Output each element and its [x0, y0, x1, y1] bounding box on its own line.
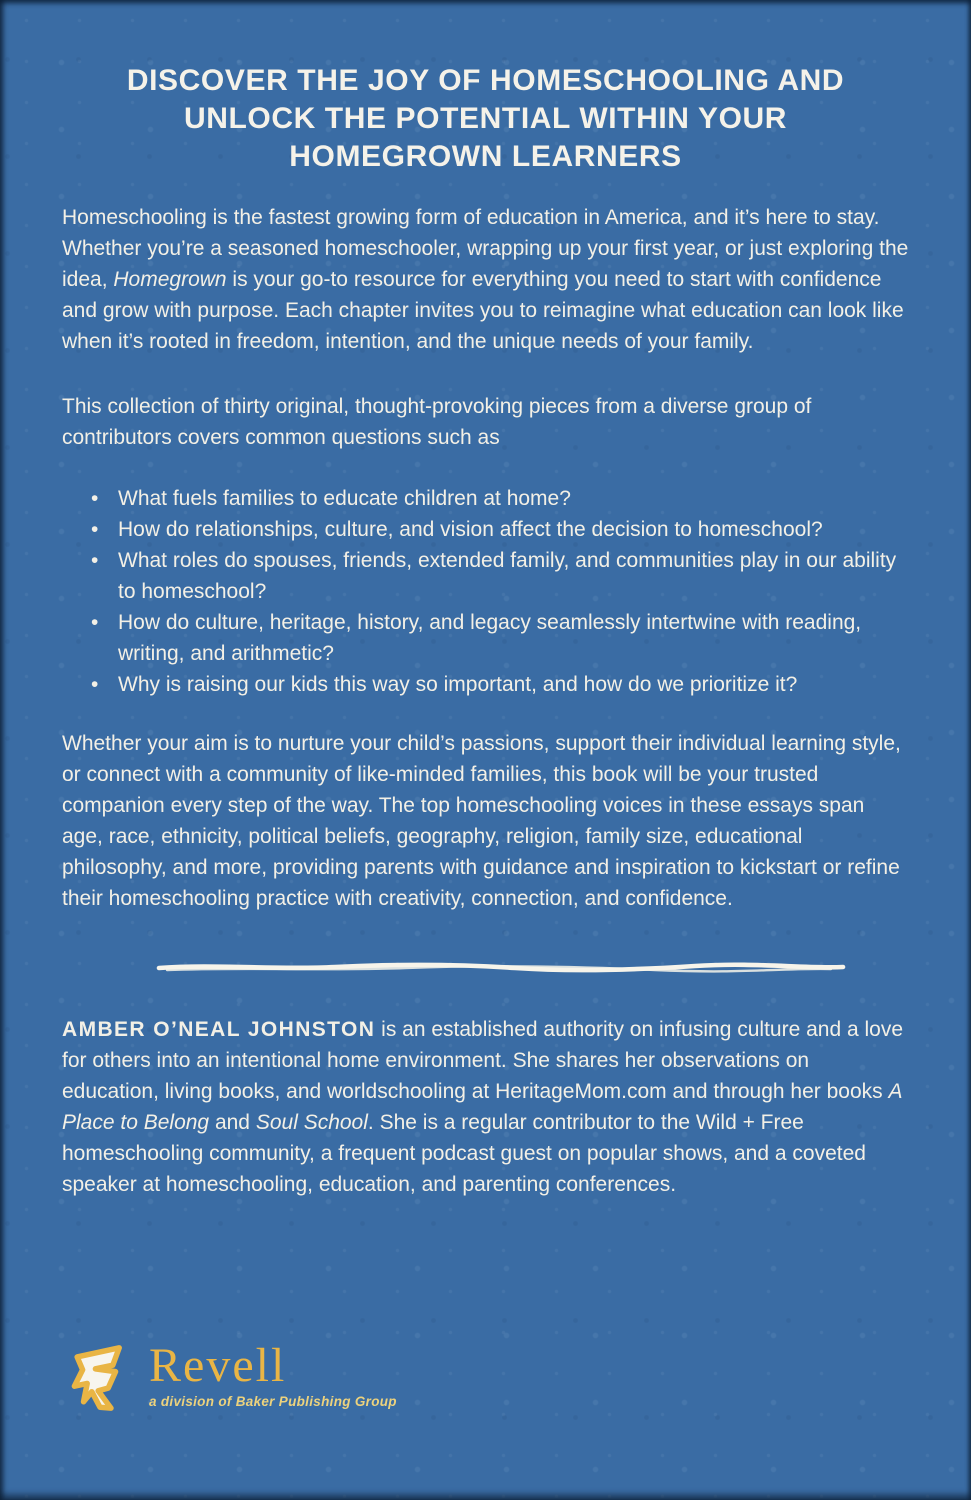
bio-text-1: is an established authority on infusing culture and a love for others into an intentional home environment. She shares her observations on education, living books, and worldschooling at HeritageMom.com and through her books: [62, 1018, 903, 1103]
publisher-tagline: a division of Baker Publishing Group: [149, 1394, 397, 1409]
question-text: How do culture, heritage, history, and legacy seamlessly intertwine with reading, writing, and arithmetic?: [118, 611, 862, 665]
author-name: AMBER O’NEAL JOHNSTON: [62, 1018, 376, 1041]
questions-list: [62, 483, 909, 700]
question-text: Why is raising our kids this way so important, and how do we prioritize it?: [118, 673, 798, 696]
brush-stroke-icon: [155, 960, 847, 974]
hand-drawn-divider: [155, 960, 847, 974]
bio-text-2: and: [209, 1111, 256, 1134]
publisher-block: [68, 1339, 971, 1414]
question-text: How do relationships, culture, and vision affect the decision to homeschool?: [118, 518, 823, 541]
question-item: [118, 514, 909, 545]
publisher-name: Revell: [149, 1339, 287, 1392]
intro-paragraph: [62, 202, 909, 357]
book-title-a-place-to-belong: A Place to Belong: [62, 1080, 902, 1134]
bio-text-3: . She is a regular contributor to the Wild + Free homeschooling community, a frequent podcast guest on popular shows, and a coveted speaker at homeschooling, education, and parenting conferences.: [62, 1111, 866, 1196]
revell-logo-icon: [68, 1342, 132, 1414]
headline-line-3: HOMEGROWN LEARNERS: [289, 140, 682, 173]
publisher-text: [149, 1339, 397, 1409]
question-item: [118, 545, 909, 607]
question-text: What fuels families to educate children at home?: [118, 487, 571, 510]
headline-line-2: UNLOCK THE POTENTIAL WITHIN YOUR: [183, 102, 788, 135]
intro-text-pre: Homeschooling is the fastest growing form of education in America, and it’s here to stay. Whether you’re a seasoned homeschooler, wrapping up your first year, or just exploring the idea,: [62, 206, 909, 291]
closing-paragraph: Whether your aim is to nurture your child’s passions, support their individual learning style, or connect with a community of like-minded families, this book will be your trusted companion every step of the way. The top homeschooling voices in these essays span age, race, ethnicity, political beliefs, geography, religion, family size, educational philosophy, and more, providing parents with guidance and inspiration to kickstart or refine their homeschooling practice with creativity, connection, and confidence.: [62, 732, 901, 910]
collection-paragraph: This collection of thirty original, thought-provoking pieces from a diverse group of contributors covers common questions such as: [62, 395, 812, 449]
headline: [70, 62, 901, 176]
question-item: [118, 607, 909, 669]
headline-line-1: DISCOVER THE JOY OF HOMESCHOOLING AND: [126, 64, 845, 97]
question-item: [118, 483, 909, 514]
question-text: What roles do spouses, friends, extended family, and communities play in our ability to homeschool?: [118, 549, 897, 603]
book-title-soul-school: Soul School: [255, 1111, 368, 1134]
book-title-homegrown: Homegrown: [113, 268, 227, 291]
question-item: [118, 669, 909, 700]
author-bio-paragraph: [62, 1014, 909, 1200]
intro-text-post: is your go-to resource for everything you need to start with confidence and grow with purpose. Each chapter invites you to reimagine what education can look like when it’s rooted in freedom, intention, and the unique needs of your family.: [62, 268, 904, 353]
